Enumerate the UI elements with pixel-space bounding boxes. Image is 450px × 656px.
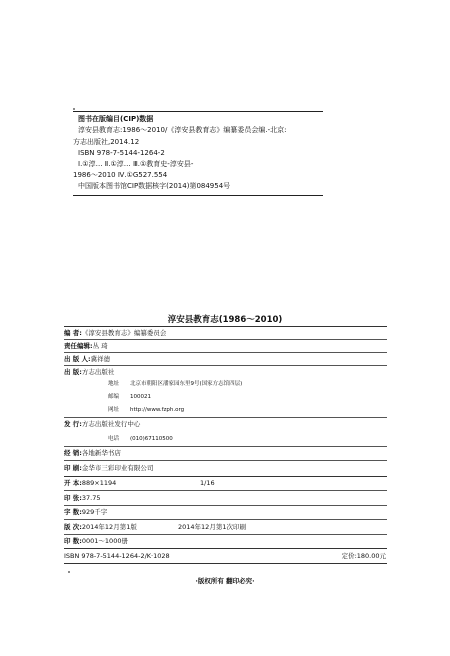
website-label: 网址 xyxy=(108,407,120,413)
publisher-person-label: 出 版 人: xyxy=(64,355,91,363)
cip-line-3: ISBN 978-7-5144-1264-2 xyxy=(78,149,165,157)
words-value: 929千字 xyxy=(81,508,108,516)
address-label: 地址 xyxy=(108,381,120,387)
editor-rule xyxy=(64,352,387,353)
format-extra: 1/16 xyxy=(200,479,215,487)
distribution-row xyxy=(64,420,140,428)
isbn: ISBN 978-7-5144-1264-2/K·1028 xyxy=(64,552,170,560)
sheets-value: 37.75 xyxy=(81,494,101,502)
edition-row xyxy=(64,523,137,531)
publisher-label: 出 版: xyxy=(64,368,82,376)
website-value: http://www.fzph.org xyxy=(130,407,185,413)
address-value: 北京市朝阳区潘家园东里9号(国家方志馆四层) xyxy=(130,381,243,387)
price: 定价:180.00元 xyxy=(341,552,386,560)
edition-rule xyxy=(64,534,387,535)
distribution-label: 发 行: xyxy=(64,420,82,428)
words-label: 字 数: xyxy=(64,508,82,516)
format-rule xyxy=(64,490,387,491)
format-value: 889×1194 xyxy=(81,479,117,487)
distribution-value: 方志出版社发行中心 xyxy=(81,420,141,428)
copies-label: 印 数: xyxy=(64,537,82,545)
isbn-rule xyxy=(64,563,387,564)
cip-bottom-rule xyxy=(73,195,323,196)
cip-heading: 图书在版编目(CIP)数据 xyxy=(78,115,154,123)
publisher-rule xyxy=(64,417,387,418)
edition-label: 版 次: xyxy=(64,523,82,531)
publisher-value: 方志出版社 xyxy=(81,368,115,376)
printing-label: 印 刷: xyxy=(64,464,82,472)
sales-label: 经 销: xyxy=(64,449,82,457)
copyright-notice: ·版权所有 翻印必究· xyxy=(195,577,255,585)
sheets-row xyxy=(64,494,100,502)
copies-row xyxy=(64,537,128,545)
editor-label: 责任编辑: xyxy=(64,342,93,350)
sales-row xyxy=(64,449,121,457)
format-row xyxy=(64,479,116,487)
postcode-value: 100021 xyxy=(130,394,151,400)
words-rule xyxy=(64,519,387,520)
words-row xyxy=(64,508,107,516)
cip-line-1: 淳安县教育志:1986～2010/《淳安县教育志》编纂委员会编.-北京: xyxy=(78,126,287,134)
editor-row xyxy=(64,342,108,350)
sales-rule xyxy=(64,460,387,461)
scan-speck-2 xyxy=(68,571,70,573)
publisher-row xyxy=(64,368,114,376)
author-rule xyxy=(64,339,387,340)
phone-label: 电话 xyxy=(108,436,120,442)
printing-row xyxy=(64,464,153,472)
format-label: 开 本: xyxy=(64,479,82,487)
sheets-rule xyxy=(64,505,387,506)
cip-line-6: 中国版本图书馆CIP数据核字(2014)第084954号 xyxy=(78,182,231,190)
edition-extra: 2014年12月第1次印刷 xyxy=(178,523,246,531)
sales-value: 各地新华书店 xyxy=(81,449,121,457)
cip-line-2: 方志出版社,2014.12 xyxy=(73,138,140,146)
author-value: 《淳安县教育志》编纂委员会 xyxy=(81,329,167,337)
cip-line-4: Ⅰ.①淳… Ⅱ.①淳… Ⅲ.①教育史-淳安县- xyxy=(78,160,194,168)
publisher-person-rule xyxy=(64,365,387,366)
cip-line-5: 1986～2010 Ⅳ.①G527.554 xyxy=(73,171,168,179)
scan-speck xyxy=(73,108,75,110)
postcode-label: 邮编 xyxy=(108,394,120,400)
author-row xyxy=(64,329,166,337)
copies-value: 0001～1000册 xyxy=(81,537,128,545)
printing-rule xyxy=(64,476,387,477)
sheets-label: 印 张: xyxy=(64,494,82,502)
phone-value: (010)67110500 xyxy=(130,436,173,442)
editor-value: 丛 琦 xyxy=(92,342,108,350)
title-rule xyxy=(64,326,387,327)
distribution-rule xyxy=(64,446,387,447)
book-title: 淳安县教育志(1986～2010) xyxy=(167,315,283,325)
edition-value: 2014年12月第1版 xyxy=(81,523,137,531)
publisher-person-value: 冀祥德 xyxy=(90,355,111,363)
author-label: 编 者: xyxy=(64,329,82,337)
cip-top-rule xyxy=(73,111,323,112)
copies-rule xyxy=(64,548,387,549)
publisher-person-row xyxy=(64,355,110,363)
printing-value: 金华市三彩印业有限公司 xyxy=(81,464,154,472)
